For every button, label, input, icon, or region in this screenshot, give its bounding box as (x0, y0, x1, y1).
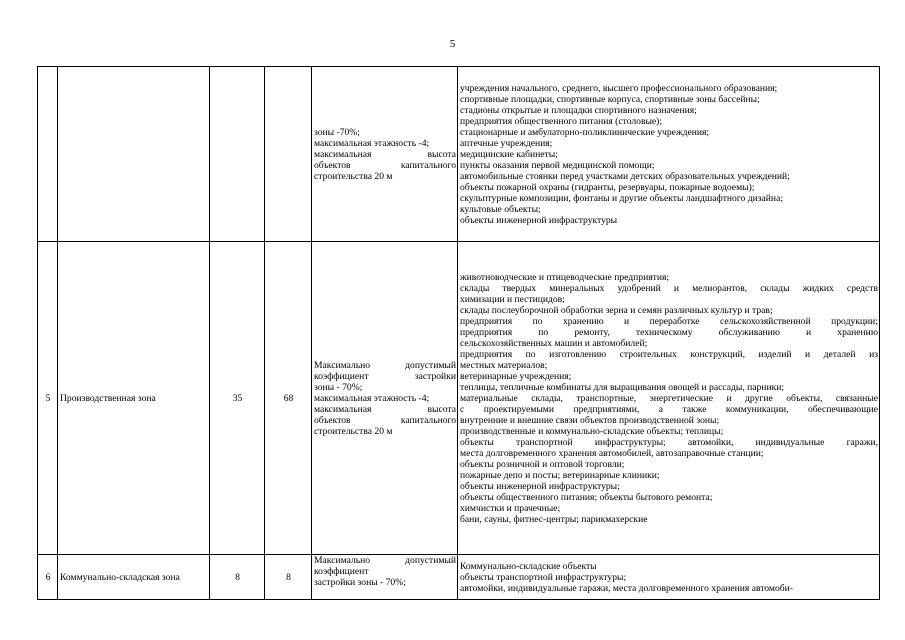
parameter-line: зоны -70%; (314, 126, 360, 138)
permitted-use-item: объекты инженерной инфраструктуры; (460, 480, 620, 492)
permitted-use-item: предприятия по хранению и переработке сельскохозяйственной продукции; (460, 315, 878, 327)
permitted-use-item: объекты транспортной инфраструктуры; (460, 571, 627, 583)
parameter-line: строительства 20 м (314, 425, 393, 437)
permitted-use-item: медицинские кабинеты; (460, 148, 558, 160)
permitted-use-item: бани, сауны, фитнес-центры; парикмахерские (460, 513, 648, 525)
permitted-use-item: спортивные площадки, спортивные корпуса, спортивные зоны бассейны; (460, 93, 760, 105)
permitted-use-item: аптечные учреждения; (460, 137, 553, 149)
zone-number (38, 67, 58, 242)
permitted-use-item: склады послеуборочной обработки зерна и семян различных культур и трав; (460, 304, 773, 316)
parameter-line: Максимально допустимый (314, 555, 456, 566)
permitted-use-item: пункты оказания первой медицинской помощи; (460, 159, 655, 171)
permitted-use-item: пожарные депо и посты; ветеринарные клиники; (460, 469, 660, 481)
parameter-line: зоны - 70%; (314, 381, 363, 393)
permitted-uses (458, 67, 880, 242)
table-row (38, 67, 880, 242)
permitted-use-item: стационарные и амбулаторно-поликлинические учреждения; (460, 126, 710, 138)
zone-name: Производственная зона (58, 242, 210, 555)
table-row (38, 555, 880, 600)
zone-parameters (312, 67, 458, 242)
permitted-use-item: объекты общественного питания; объекты бытового ремонта; (460, 491, 713, 503)
permitted-use-item: объекты пожарной охраны (гидранты, резервуары, пожарные водоемы); (460, 181, 755, 193)
permitted-use-item: животноводческие и птицеводческие предприятия; (460, 271, 670, 283)
zoning-table (37, 66, 880, 600)
permitted-use-item: предприятия общественного питания (столовые); (460, 115, 663, 127)
parameter-line: максимальная этажность -4; (314, 392, 430, 404)
parameter-line: Максимально допустимый (314, 359, 456, 371)
zone-name: Коммунально-складская зона (58, 555, 210, 600)
permitted-use-item: местных материалов; (460, 359, 548, 371)
zone-name (58, 67, 210, 242)
permitted-use-item: внутренние и внешние связи объектов производственной зоны; (460, 414, 720, 426)
permitted-uses (458, 242, 880, 555)
zone-value-b: 8 (265, 555, 312, 600)
permitted-use-item: сельскохозяйственных машин и автомобилей; (460, 337, 648, 349)
zone-value-a: 35 (210, 242, 265, 555)
parameter-line: максимальная этажность -4; (314, 137, 430, 149)
permitted-use-item: Коммунально-складские объекты (460, 560, 597, 572)
parameter-line: максимальная высота (314, 148, 456, 160)
permitted-use-item: материальные склады, транспортные, энергетические и другие объекты, связанные (460, 392, 878, 404)
page-number: 5 (449, 38, 456, 50)
parameter-line: коэффициент (314, 566, 369, 577)
permitted-use-item: автомойки, индивидуальные гаражи, места долговременного хранения автомоби- (460, 582, 793, 594)
permitted-use-item: предприятия по ремонту, техническому обслуживанию и хранению (460, 326, 878, 338)
parameter-line: максимальная высота (314, 403, 456, 415)
permitted-use-item: химизации и пестицидов; (460, 293, 565, 305)
parameter-line: коэффициент застройки (314, 370, 456, 382)
parameter-line: строительства 20 м (314, 170, 393, 182)
permitted-use-item: скульптурные композиции, фонтаны и другие объекты ландшафтного дизайна; (460, 192, 783, 204)
zone-value-b: 68 (265, 242, 312, 555)
zone-value-a: 8 (210, 555, 265, 600)
permitted-use-item: теплицы, тепличные комбинаты для выращивания овощей и рассады, парники; (460, 381, 785, 393)
zone-value-a (210, 67, 265, 242)
permitted-use-item: автомобильные стоянки перед участками детских образовательных учреждений; (460, 170, 790, 182)
parameter-line: объектов капитального (314, 159, 456, 171)
zone-value-b (265, 67, 312, 242)
permitted-use-item: учреждения начального, среднего, высшего профессионального образования; (460, 82, 778, 94)
permitted-uses (458, 555, 880, 600)
parameter-line: застройки зоны - 70%; (314, 577, 406, 588)
permitted-use-item: с проектируемыми предприятиями, а также коммуникации, обеспечивающие (460, 403, 878, 415)
permitted-use-item: склады твердых минеральных удобрений и мелиорантов, склады жидких средств (460, 282, 878, 294)
permitted-use-item: объекты розничной и оптовой торговли; (460, 458, 625, 470)
zone-parameters (312, 242, 458, 555)
permitted-use-item: ветеринарные учреждения; (460, 370, 572, 382)
zone-number: 6 (38, 555, 58, 600)
permitted-use-item: производственные и коммунально-складские объекты; теплицы; (460, 425, 724, 437)
zone-number: 5 (38, 242, 58, 555)
permitted-use-item: стадионы открытые и площадки спортивного назначения; (460, 104, 697, 116)
permitted-use-item: объекты инженерной инфраструктуры (460, 214, 618, 226)
permitted-use-item: предприятия по изготовлению строительных конструкций, изделий и деталей из (460, 348, 878, 360)
permitted-use-item: места долговременного хранения автомобилей, автозаправочные станции; (460, 447, 764, 459)
zone-parameters (312, 555, 458, 600)
permitted-use-item: объекты транспортной инфраструктуры; автомойки, индивидуальные гаражи, (460, 436, 878, 448)
parameter-line: объектов капитального (314, 414, 456, 426)
permitted-use-item: химчистки и прачечные; (460, 502, 561, 514)
permitted-use-item: культовые объекты; (460, 203, 541, 215)
table-row (38, 242, 880, 555)
zoning-table-body (38, 67, 880, 600)
